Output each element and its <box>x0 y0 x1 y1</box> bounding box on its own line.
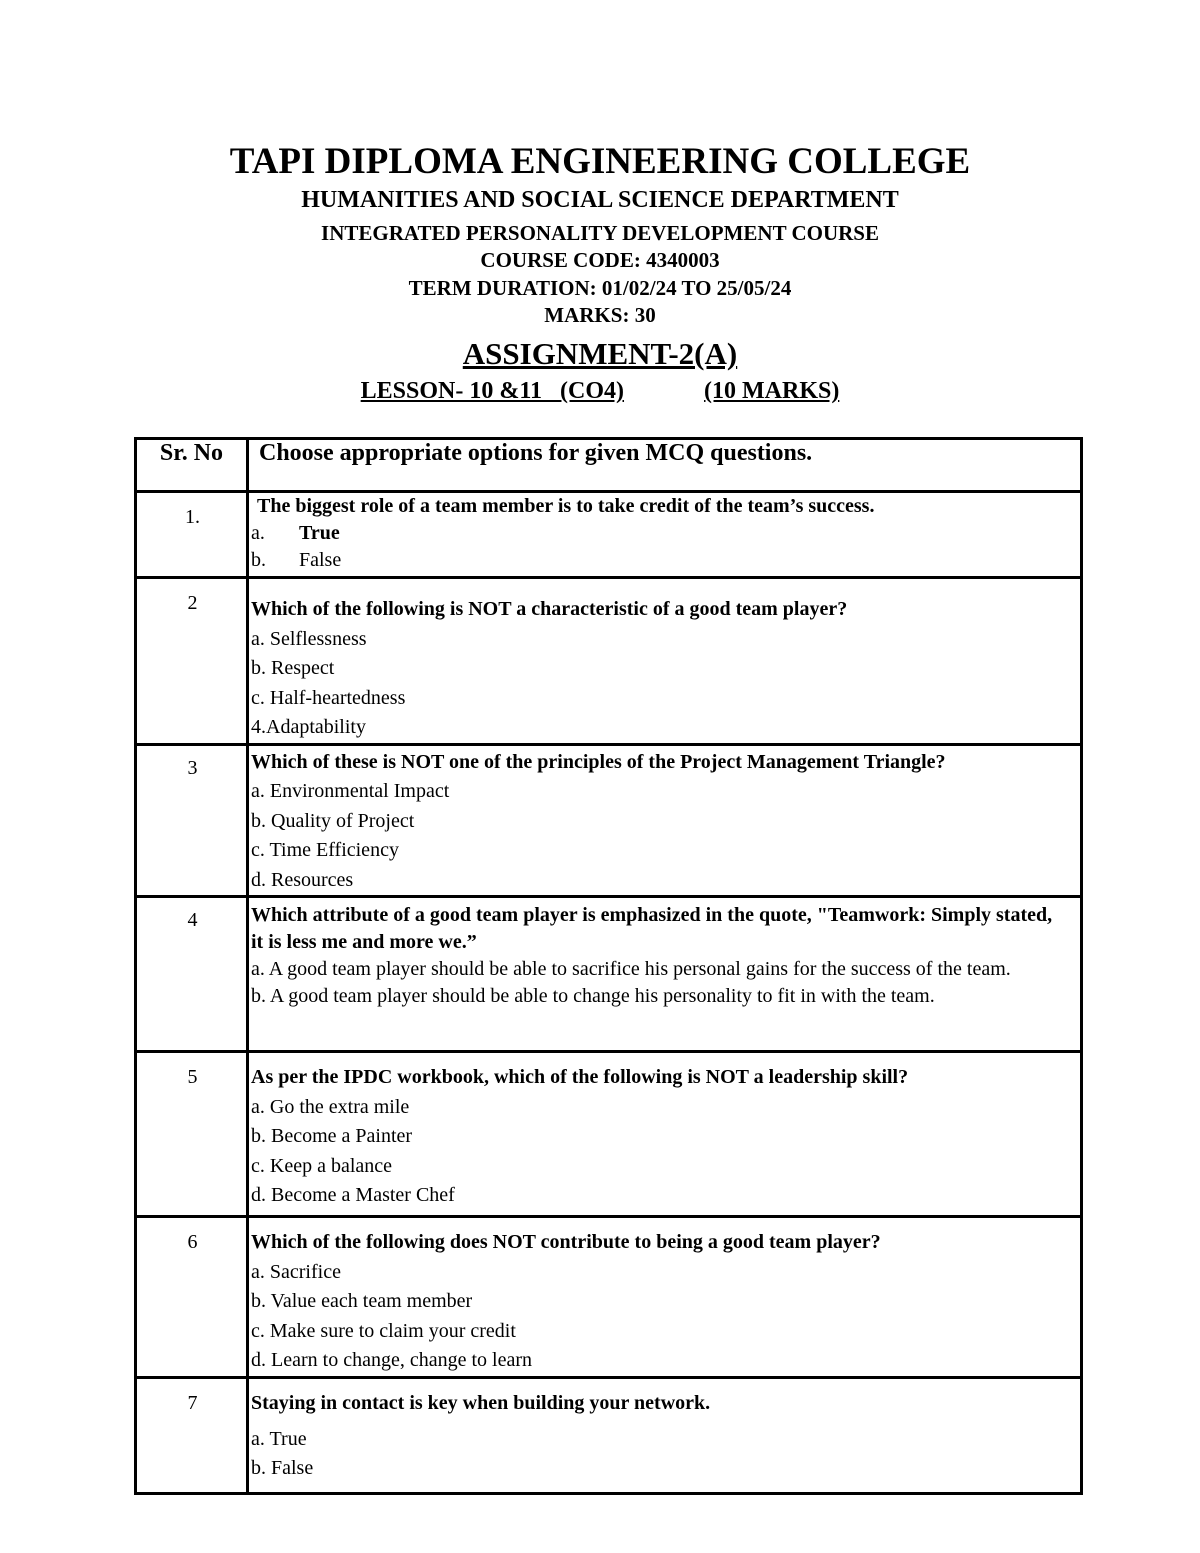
option: a. True <box>251 522 340 544</box>
table-row <box>136 1377 1082 1493</box>
table-row <box>136 897 1082 1052</box>
question-number: 2 <box>136 578 248 745</box>
question-number: 1. <box>136 492 248 578</box>
question-number: 7 <box>136 1377 248 1493</box>
question-cell <box>248 1217 1082 1378</box>
question-cell <box>248 744 1082 897</box>
option: a. True <box>251 1427 307 1450</box>
course-name: INTEGRATED PERSONALITY DEVELOPMENT COURSE <box>321 221 879 245</box>
option: 4.Adaptability <box>251 716 366 738</box>
question-number: 3 <box>136 744 248 897</box>
question-cell <box>248 1052 1082 1217</box>
table-row <box>136 744 1082 897</box>
question-text: Which of the following does NOT contribute to being a good team player? <box>251 1231 881 1253</box>
question-cell <box>248 492 1082 578</box>
question-number: 5 <box>136 1052 248 1217</box>
option: a. Sacrifice <box>251 1260 341 1283</box>
option: b. Become a Painter <box>251 1125 413 1147</box>
option: c. Half-heartedness <box>251 686 406 709</box>
option: b. Quality of Project <box>251 809 415 832</box>
department-name: HUMANITIES AND SOCIAL SCIENCE DEPARTMENT <box>301 187 899 213</box>
question-cell <box>248 897 1082 1052</box>
college-name: TAPI DIPLOMA ENGINEERING COLLEGE <box>229 141 971 182</box>
option: b. False <box>251 549 342 571</box>
option: a. A good team player should be able to sacrifice his personal gains for the success of the team. <box>251 958 1011 980</box>
lesson-line <box>0 378 1200 405</box>
option: b. A good team player should be able to change his personality to fit in with the team. <box>251 985 935 1007</box>
option: d. Resources <box>251 868 354 891</box>
option: b. False <box>251 1457 314 1479</box>
question-text: The biggest role of a team member is to take credit of the team’s success. <box>257 495 875 517</box>
table-row <box>136 1052 1082 1217</box>
term-duration: TERM DURATION: 01/02/24 TO 25/05/24 <box>408 276 792 300</box>
question-header: Choose appropriate options for given MCQ questions. <box>248 439 1082 492</box>
option: c. Make sure to claim your credit <box>251 1319 516 1342</box>
total-marks: MARKS: 30 <box>544 303 656 327</box>
course-code: COURSE CODE: 4340003 <box>480 248 720 272</box>
mcq-table <box>134 437 1083 1495</box>
table-row <box>136 578 1082 745</box>
table-header-row <box>136 439 1082 492</box>
option: c. Time Efficiency <box>251 839 399 861</box>
table-row <box>136 492 1082 578</box>
question-text: Which attribute of a good team player is emphasized in the quote, "Teamwork: Simply stated, it is less me and more we.” <box>251 904 1053 953</box>
option: b. Value each team member <box>251 1290 473 1312</box>
option: d. Become a Master Chef <box>251 1184 455 1206</box>
table-row <box>136 1217 1082 1378</box>
option: a. Selflessness <box>251 627 367 650</box>
assignment-title: ASSIGNMENT-2(A) <box>462 336 738 371</box>
question-text: As per the IPDC workbook, which of the following is NOT a leadership skill? <box>251 1066 909 1088</box>
lesson-label: LESSON- 10 &11 (CO4) <box>360 378 625 404</box>
option: b. Respect <box>251 657 335 679</box>
option: a. Environmental Impact <box>251 780 450 802</box>
question-number: 4 <box>136 897 248 1052</box>
question-cell <box>248 578 1082 745</box>
option: c. Keep a balance <box>251 1154 393 1177</box>
question-text: Staying in contact is key when building your network. <box>251 1391 711 1414</box>
question-text: Which of the following is NOT a characteristic of a good team player? <box>251 598 848 620</box>
sr-no-header: Sr. No <box>136 439 248 492</box>
option: a. Go the extra mile <box>251 1095 410 1118</box>
question-number: 6 <box>136 1217 248 1378</box>
question-text: Which of these is NOT one of the principles of the Project Management Triangle? <box>251 750 946 773</box>
option: d. Learn to change, change to learn <box>251 1349 532 1371</box>
question-cell <box>248 1377 1082 1493</box>
lesson-marks: (10 MARKS) <box>704 378 840 404</box>
